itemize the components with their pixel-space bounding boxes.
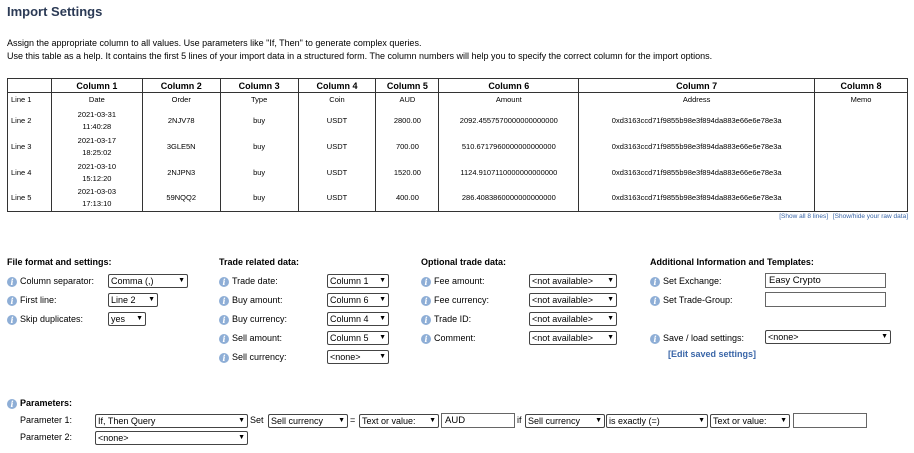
- info-icon[interactable]: i: [650, 277, 660, 287]
- chevron-down-icon: ▼: [607, 315, 614, 322]
- info-icon[interactable]: i: [421, 334, 431, 344]
- select-value: <not available>: [532, 295, 594, 305]
- set-trade-group-row: [650, 293, 733, 307]
- skip-duplicates-select[interactable]: [108, 312, 146, 326]
- select-value: Text or value:: [362, 416, 416, 426]
- select-value: <none>: [768, 332, 799, 342]
- table-cell: Line 4: [8, 160, 52, 186]
- buy-currency-label: Buy currency:: [232, 314, 288, 324]
- fee-amount-label: Fee amount:: [434, 276, 485, 286]
- table-cell: 2092.4557570000000000000: [439, 108, 579, 134]
- chevron-down-icon: ▼: [607, 334, 614, 341]
- select-value: yes: [111, 314, 126, 324]
- table-row: [8, 93, 908, 108]
- table-cell: 59NQQ2: [142, 186, 220, 212]
- table-cell: Memo: [815, 93, 908, 108]
- fee-amount-row: [421, 274, 485, 288]
- select-value: Column 4: [330, 314, 369, 324]
- select-value: Column 6: [330, 295, 369, 305]
- select-value: <none>: [330, 352, 361, 362]
- table-row: [8, 134, 908, 160]
- table-header: Column 2: [142, 79, 220, 93]
- param1-cond-field-select[interactable]: [525, 414, 605, 428]
- table-row: [8, 108, 908, 134]
- chevron-down-icon: ▼: [379, 353, 386, 360]
- table-cell: buy: [220, 160, 298, 186]
- save-load-select[interactable]: [765, 330, 891, 344]
- info-icon[interactable]: i: [650, 334, 660, 344]
- show-hide-raw-link[interactable]: [Show/hide your raw data]: [832, 213, 908, 220]
- info-icon[interactable]: i: [421, 296, 431, 306]
- table-header-row: [8, 79, 908, 93]
- param1-query-select[interactable]: [95, 414, 248, 428]
- info-icon[interactable]: i: [7, 399, 17, 409]
- table-cell: Line 5: [8, 186, 52, 212]
- column-separator-row: [7, 274, 94, 288]
- table-cell: 3GLE5N: [142, 134, 220, 160]
- select-value: Column 1: [330, 276, 369, 286]
- table-cell: 286.4083860000000000000: [439, 186, 579, 212]
- trade-title: Trade related data:: [219, 257, 300, 267]
- table-cell: Line 3: [8, 134, 52, 160]
- chevron-down-icon: ▼: [698, 417, 705, 424]
- parameters-title: Parameters:: [20, 398, 73, 408]
- info-icon[interactable]: i: [7, 315, 17, 325]
- date-part: 2021-03-17: [77, 135, 117, 145]
- sell-currency-row: [219, 350, 287, 364]
- intro-line-2: Use this table as a help. It contains the first 5 lines of your import data in a structured form. The column numbers will help you to specify the correct column for the import options.: [7, 51, 713, 61]
- table-cell-date: [51, 160, 142, 186]
- chevron-down-icon: ▼: [238, 417, 245, 424]
- table-row: [8, 160, 908, 186]
- param1-target-select[interactable]: [268, 414, 348, 428]
- first-line-select[interactable]: [108, 293, 158, 307]
- comment-label: Comment:: [434, 333, 476, 343]
- comment-select[interactable]: [529, 331, 617, 345]
- buy-amount-label: Buy amount:: [232, 295, 283, 305]
- chevron-down-icon: ▼: [338, 417, 345, 424]
- sell-amount-row: [219, 331, 282, 345]
- table-cell: buy: [220, 108, 298, 134]
- table-header: Column 8: [815, 79, 908, 93]
- set-exchange-row: [650, 274, 722, 288]
- select-value: Sell currency: [271, 416, 324, 426]
- info-icon[interactable]: i: [219, 277, 229, 287]
- show-all-lines-link[interactable]: [Show all 8 lines]: [779, 213, 829, 220]
- table-cell: Line 1: [8, 93, 52, 108]
- table-cell: [815, 134, 908, 160]
- if-label: if: [517, 415, 522, 425]
- fee-amount-select[interactable]: [529, 274, 617, 288]
- info-icon[interactable]: i: [7, 277, 17, 287]
- table-cell: 0xd3163ccd71f9855b98e3f894da883e66e6e78e3a: [579, 134, 815, 160]
- fee-currency-row: [421, 293, 489, 307]
- time-part: 18:25:02: [82, 147, 112, 157]
- time-part: 15:12:20: [82, 173, 112, 183]
- select-value: Sell currency: [528, 416, 581, 426]
- table-cell: 400.00: [376, 186, 439, 212]
- intro-text: [7, 37, 712, 63]
- info-icon[interactable]: i: [219, 334, 229, 344]
- info-icon[interactable]: i: [219, 353, 229, 363]
- info-icon[interactable]: i: [219, 296, 229, 306]
- info-icon[interactable]: i: [219, 315, 229, 325]
- table-cell: 700.00: [376, 134, 439, 160]
- info-icon[interactable]: i: [421, 315, 431, 325]
- chevron-down-icon: ▼: [379, 334, 386, 341]
- buy-amount-row: [219, 293, 283, 307]
- param1-cond-value-input[interactable]: [793, 413, 867, 428]
- optional-title: Optional trade data:: [421, 257, 507, 267]
- skip-duplicates-label: Skip duplicates:: [20, 314, 84, 324]
- table-cell: USDT: [298, 108, 376, 134]
- table-cell: 1520.00: [376, 160, 439, 186]
- preview-table: [7, 78, 908, 212]
- select-value: Line 2: [111, 295, 136, 305]
- file-format-title: File format and settings:: [7, 257, 112, 267]
- date-part: 2021-03-03: [77, 187, 117, 197]
- select-value: <none>: [98, 433, 129, 443]
- table-header: Column 4: [298, 79, 376, 93]
- chevron-down-icon: ▼: [178, 277, 185, 284]
- select-value: If, Then Query: [98, 416, 156, 426]
- set-label: Set: [250, 415, 264, 425]
- param1-cond-type-select[interactable]: [710, 414, 790, 428]
- table-cell-date: [51, 134, 142, 160]
- edit-saved-settings-link[interactable]: [Edit saved settings]: [668, 349, 757, 359]
- sell-currency-label: Sell currency:: [232, 352, 287, 362]
- sell-amount-select[interactable]: [327, 331, 389, 345]
- table-cell: AUD: [376, 93, 439, 108]
- set-exchange-input[interactable]: Easy Crypto: [765, 273, 886, 288]
- table-cell: Order: [142, 93, 220, 108]
- intro-line-1: Assign the appropriate column to all values. Use parameters like "If, Then" to generate complex queries.: [7, 38, 422, 48]
- table-cell: buy: [220, 134, 298, 160]
- sell-amount-label: Sell amount:: [232, 333, 283, 343]
- table-header: [8, 79, 52, 93]
- first-line-row: [7, 293, 57, 307]
- table-cell: Amount: [439, 93, 579, 108]
- select-value: <not available>: [532, 314, 594, 324]
- table-header: Column 6: [439, 79, 579, 93]
- chevron-down-icon: ▼: [238, 434, 245, 441]
- trade-id-label: Trade ID:: [434, 314, 472, 324]
- table-cell: 1124.9107110000000000000: [439, 160, 579, 186]
- select-value: <not available>: [532, 276, 594, 286]
- date-part: 2021-03-31: [77, 109, 117, 119]
- select-value: Text or value:: [713, 416, 767, 426]
- chevron-down-icon: ▼: [379, 277, 386, 284]
- skip-duplicates-row: [7, 312, 83, 326]
- trade-date-select[interactable]: [327, 274, 389, 288]
- fee-currency-label: Fee currency:: [434, 295, 490, 305]
- table-cell: Type: [220, 93, 298, 108]
- table-cell: 2800.00: [376, 108, 439, 134]
- table-cell: buy: [220, 186, 298, 212]
- table-cell: 0xd3163ccd71f9855b98e3f894da883e66e6e78e3a: [579, 186, 815, 212]
- chevron-down-icon: ▼: [780, 417, 787, 424]
- param1-value-type-select[interactable]: [359, 414, 439, 428]
- additional-title: Additional Information and Templates:: [650, 257, 814, 267]
- chevron-down-icon: ▼: [379, 296, 386, 303]
- save-load-row: [650, 331, 744, 345]
- table-cell: 2NJPN3: [142, 160, 220, 186]
- table-cell: 2NJV78: [142, 108, 220, 134]
- chevron-down-icon: ▼: [429, 417, 436, 424]
- comment-row: [421, 331, 476, 345]
- info-icon[interactable]: i: [650, 296, 660, 306]
- set-trade-group-input[interactable]: [765, 292, 886, 307]
- table-cell: USDT: [298, 160, 376, 186]
- date-part: 2021-03-10: [77, 161, 117, 171]
- table-header: Column 7: [579, 79, 815, 93]
- table-cell: 510.6717960000000000000: [439, 134, 579, 160]
- chevron-down-icon: ▼: [136, 315, 143, 322]
- trade-date-label: Trade date:: [232, 276, 278, 286]
- chevron-down-icon: ▼: [379, 315, 386, 322]
- table-cell: Coin: [298, 93, 376, 108]
- table-cell: [815, 186, 908, 212]
- param2-label: Parameter 2:: [20, 432, 73, 442]
- info-icon[interactable]: i: [7, 296, 17, 306]
- chevron-down-icon: ▼: [607, 277, 614, 284]
- table-cell: USDT: [298, 134, 376, 160]
- buy-currency-select[interactable]: [327, 312, 389, 326]
- info-icon[interactable]: i: [421, 277, 431, 287]
- time-part: 17:13:10: [82, 199, 112, 209]
- table-cell: 0xd3163ccd71f9855b98e3f894da883e66e6e78e3a: [579, 160, 815, 186]
- table-header: Column 3: [220, 79, 298, 93]
- table-cell: 0xd3163ccd71f9855b98e3f894da883e66e6e78e3a: [579, 108, 815, 134]
- table-cell-date: [51, 186, 142, 212]
- column-separator-label: Column separator:: [20, 276, 95, 286]
- time-part: 11:40:28: [82, 121, 112, 131]
- save-load-label: Save / load settings:: [663, 333, 745, 343]
- sell-currency-select[interactable]: [327, 350, 389, 364]
- param1-value-input[interactable]: AUD: [441, 413, 515, 428]
- table-cell: [815, 160, 908, 186]
- param1-operator-select[interactable]: [606, 414, 708, 428]
- fee-currency-select[interactable]: [529, 293, 617, 307]
- buy-currency-row: [219, 312, 287, 326]
- table-header: Column 1: [51, 79, 142, 93]
- trade-date-row: [219, 274, 278, 288]
- table-header: Column 5: [376, 79, 439, 93]
- set-exchange-label: Set Exchange:: [663, 276, 722, 286]
- table-cell: Line 2: [8, 108, 52, 134]
- select-value: <not available>: [532, 333, 594, 343]
- select-value: Column 5: [330, 333, 369, 343]
- chevron-down-icon: ▼: [148, 296, 155, 303]
- buy-amount-select[interactable]: [327, 293, 389, 307]
- select-value: is exactly (=): [609, 416, 660, 426]
- param1-label: Parameter 1:: [20, 415, 73, 425]
- chevron-down-icon: ▼: [595, 417, 602, 424]
- parameters-title-row: [7, 396, 72, 410]
- table-cell: USDT: [298, 186, 376, 212]
- trade-id-select[interactable]: [529, 312, 617, 326]
- table-links: [776, 213, 908, 220]
- equals-label: =: [350, 415, 356, 425]
- table-cell: [815, 108, 908, 134]
- select-value: Comma (,): [111, 276, 154, 286]
- table-row: [8, 186, 908, 212]
- first-line-label: First line:: [20, 295, 57, 305]
- set-trade-group-label: Set Trade-Group:: [663, 295, 733, 305]
- chevron-down-icon: ▼: [881, 333, 888, 340]
- page-title: Import Settings: [7, 4, 103, 19]
- table-cell: Address: [579, 93, 815, 108]
- column-separator-select[interactable]: [108, 274, 188, 288]
- chevron-down-icon: ▼: [607, 296, 614, 303]
- table-cell: Date: [51, 93, 142, 108]
- trade-id-row: [421, 312, 471, 326]
- table-cell-date: [51, 108, 142, 134]
- param2-query-select[interactable]: [95, 431, 248, 445]
